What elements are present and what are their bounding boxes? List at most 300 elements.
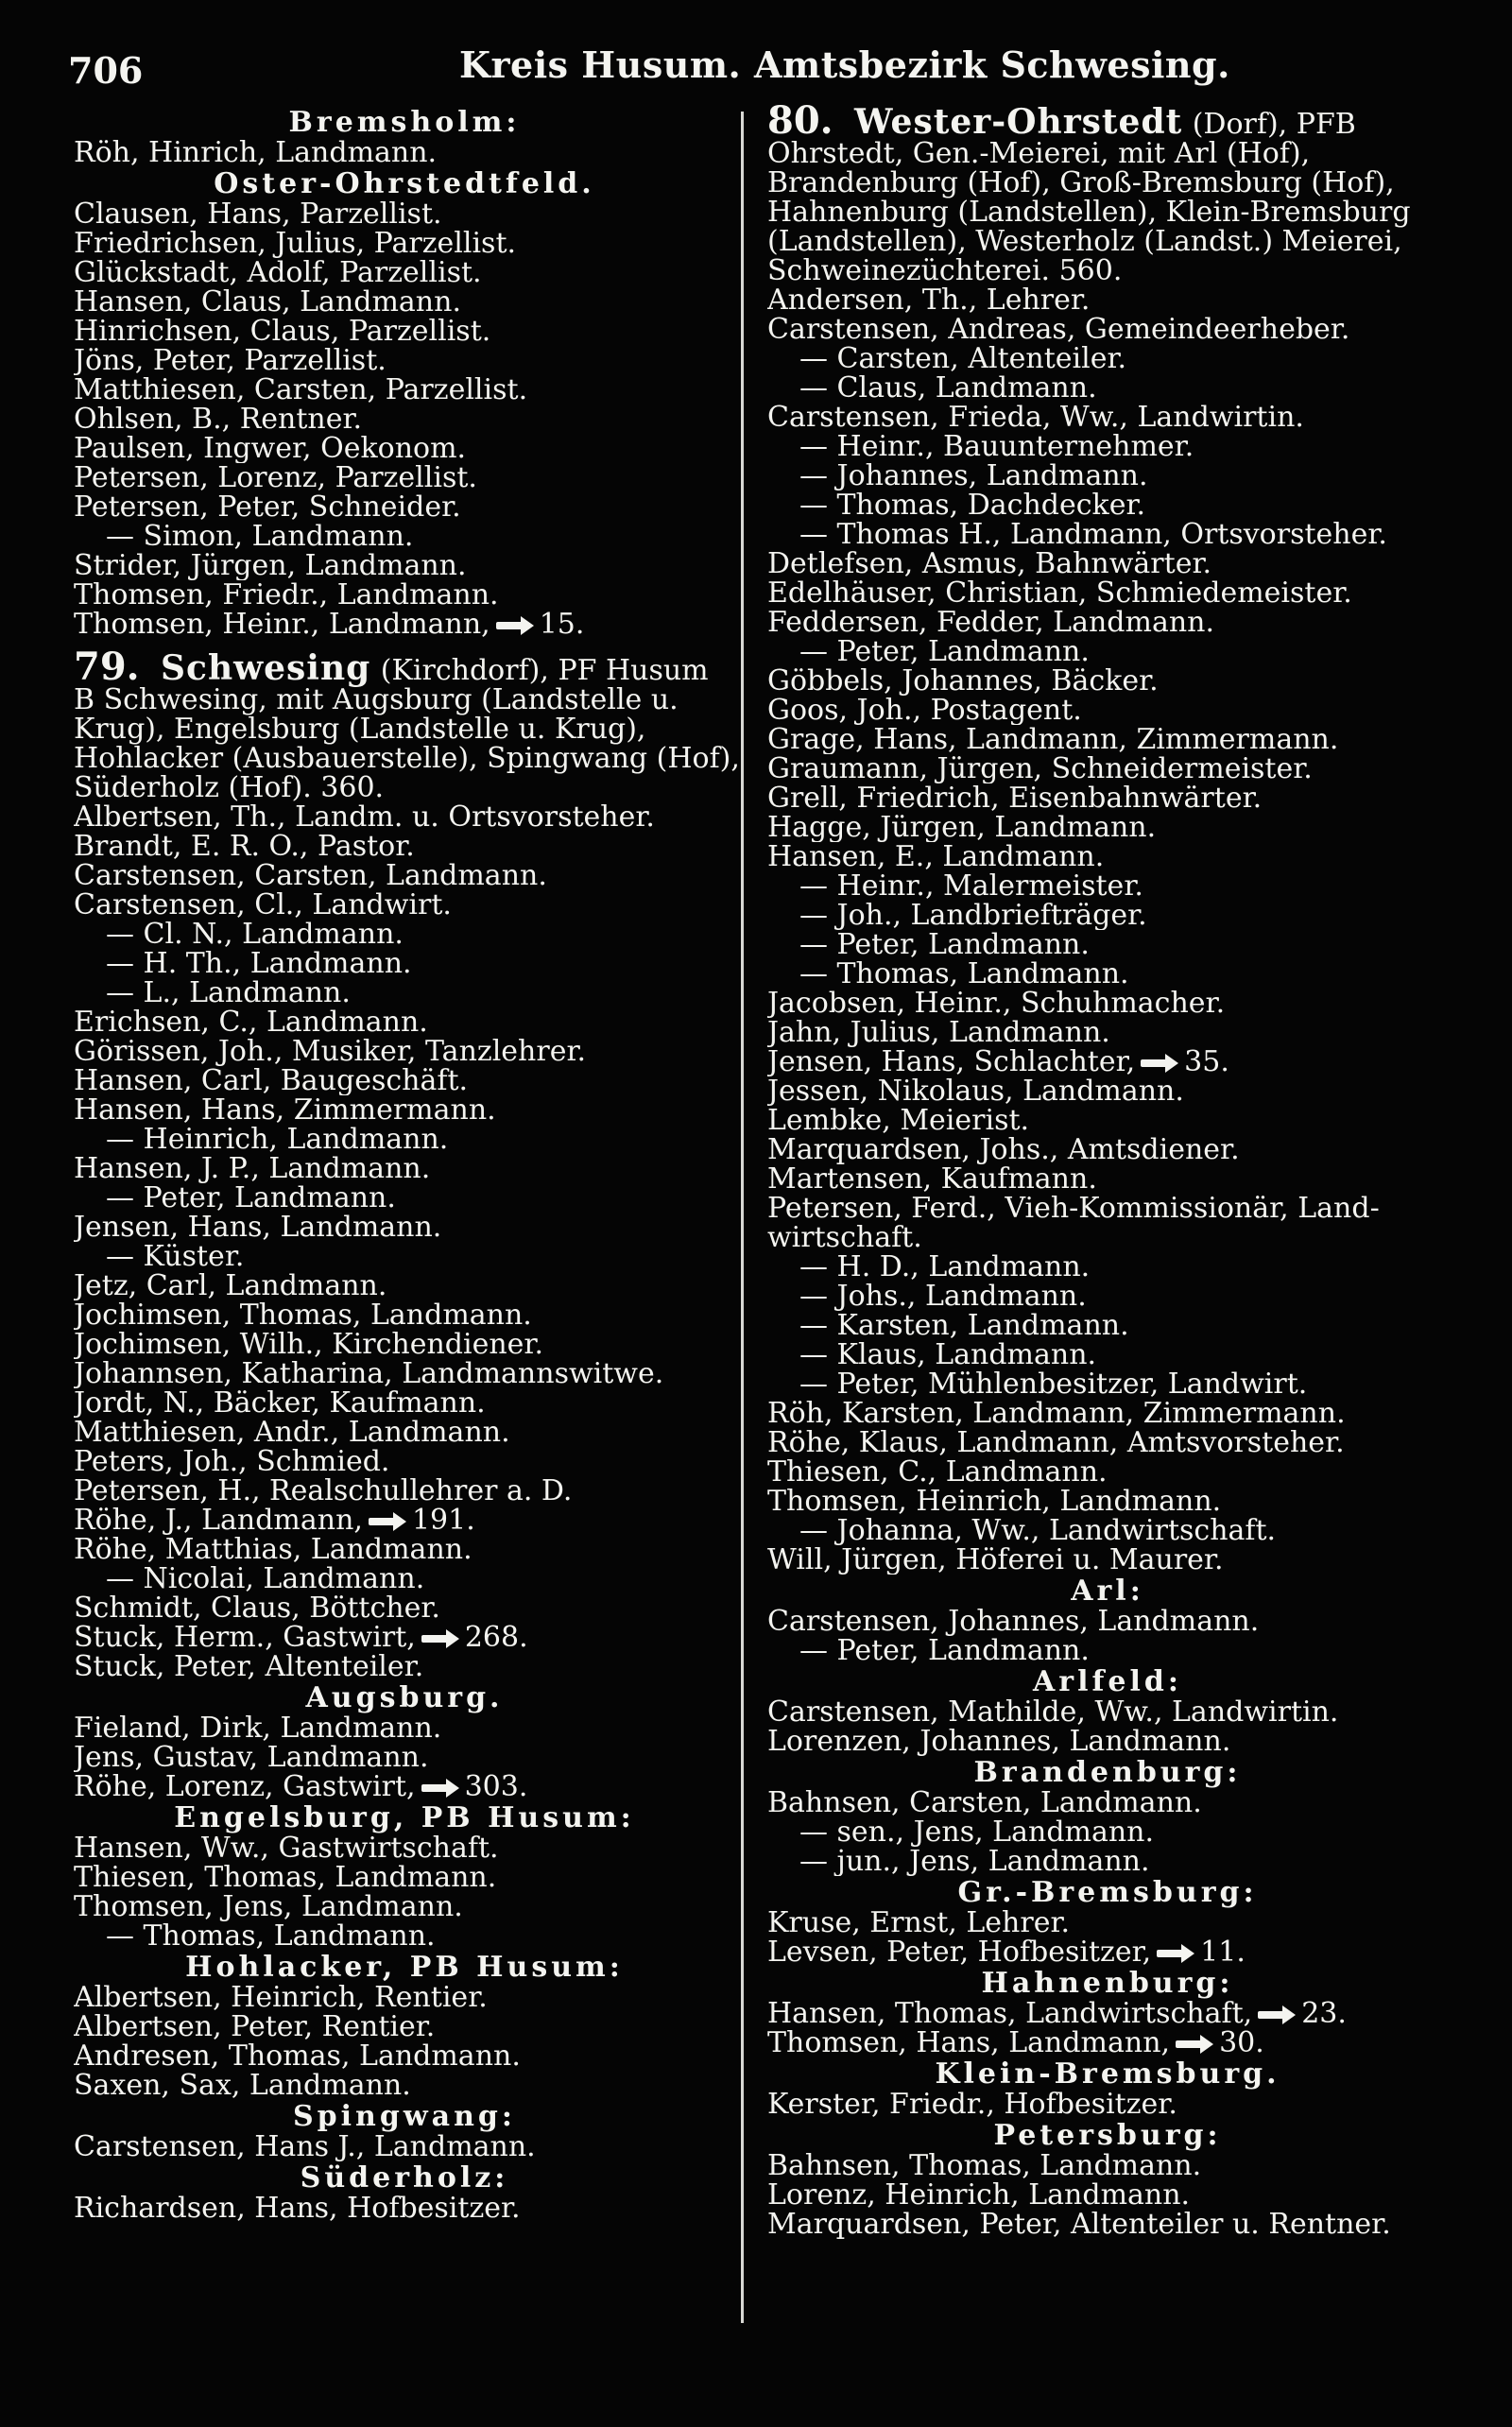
entry-text: Jetz, Carl, Landmann. xyxy=(74,1271,387,1300)
entry-text: Hansen, E., Landmann. xyxy=(767,842,1105,871)
directory-entry xyxy=(74,802,735,832)
directory-entry xyxy=(74,287,735,317)
entry-text: Brandt, E. R. O., Pastor. xyxy=(74,832,415,861)
directory-entry xyxy=(767,1545,1448,1575)
reference-number: 30. xyxy=(1219,2028,1264,2057)
entry-text: Richardsen, Hans, Hofbesitzer. xyxy=(74,2194,521,2223)
entry-text: Thomsen, Hans, Landmann, xyxy=(767,2028,1171,2057)
directory-entry xyxy=(74,1300,735,1330)
directory-entry xyxy=(767,1311,1448,1340)
directory-entry xyxy=(74,2012,735,2041)
directory-entry xyxy=(767,1999,1448,2028)
directory-entry xyxy=(74,1271,735,1300)
reference-number: 191. xyxy=(411,1506,475,1535)
entry-text: Hagge, Jürgen, Landmann. xyxy=(767,813,1157,842)
directory-entry xyxy=(767,608,1448,637)
entry-text: — Klaus, Landmann. xyxy=(799,1340,1097,1369)
reference-number: 268. xyxy=(464,1623,528,1652)
entry-text: Grage, Hans, Landmann, Zimmermann. xyxy=(767,725,1339,754)
entry-text: Ohlsen, B., Rentner. xyxy=(74,404,363,434)
entry-text: Klein-Bremsburg. xyxy=(935,2057,1280,2091)
directory-entry xyxy=(74,1743,735,1772)
entry-text: Erichsen, C., Landmann. xyxy=(74,1007,428,1037)
directory-entry xyxy=(767,491,1448,520)
pointing-hand-icon xyxy=(1176,2038,1213,2051)
directory-entry xyxy=(74,1242,735,1271)
entry-text: Augsburg. xyxy=(305,1681,504,1714)
entry-text: Brandenburg: xyxy=(973,1756,1242,1789)
entry-text: — Johs., Landmann. xyxy=(799,1282,1087,1311)
entry-text: Hansen, Hans, Zimmermann. xyxy=(74,1095,496,1125)
directory-entry xyxy=(74,861,735,890)
place-heading xyxy=(767,2059,1448,2089)
entry-text: Petersen, Peter, Schneider. xyxy=(74,492,461,522)
entry-text: Fieland, Dirk, Landmann. xyxy=(74,1713,442,1743)
entry-text: — Thomas H., Landmann, Ortsvorsteher. xyxy=(799,520,1387,549)
entry-text: Carstensen, Johannes, Landmann. xyxy=(767,1607,1260,1636)
directory-entry xyxy=(767,1908,1448,1937)
entry-text: — Heinr., Malermeister. xyxy=(799,871,1143,901)
directory-entry xyxy=(767,2210,1448,2239)
directory-entry xyxy=(767,344,1448,373)
entry-text: Stuck, Herm., Gastwirt, xyxy=(74,1623,416,1652)
directory-entry xyxy=(74,832,735,861)
district-80-heading xyxy=(767,98,1448,143)
column-divider xyxy=(741,112,744,2323)
directory-entry xyxy=(74,434,735,463)
entry-text: Jacobsen, Heinr., Schuhmacher. xyxy=(767,989,1226,1018)
entry-text: Kruse, Ernst, Lehrer. xyxy=(767,1908,1071,1937)
reference-number: 303. xyxy=(464,1772,528,1801)
directory-entry xyxy=(74,1623,735,1652)
directory-entry xyxy=(767,1018,1448,1047)
directory-entry xyxy=(74,949,735,978)
directory-entry xyxy=(767,842,1448,871)
directory-entry xyxy=(74,199,735,229)
directory-entry xyxy=(767,901,1448,930)
entry-text: Graumann, Jürgen, Schneidermeister. xyxy=(767,754,1313,783)
directory-entry xyxy=(767,403,1448,432)
entry-text: Hansen, J. P., Landmann. xyxy=(74,1154,431,1183)
left-intro xyxy=(74,108,735,639)
entry-text: Oster-Ohrstedtfeld. xyxy=(214,167,595,200)
entry-text: Carstensen, Mathilde, Ww., Landwirtin. xyxy=(767,1697,1339,1727)
entry-text: Matthiesen, Andr., Landmann. xyxy=(74,1418,510,1447)
entry-text: Hansen, Thomas, Landwirtschaft, xyxy=(767,1999,1253,2028)
reference-number: 23. xyxy=(1301,1999,1347,2028)
directory-entry xyxy=(767,1457,1448,1487)
directory-entry xyxy=(767,578,1448,608)
reference-number: 11. xyxy=(1200,1937,1246,1967)
directory-entry xyxy=(767,666,1448,696)
entry-text: Görissen, Joh., Musiker, Tanzlehrer. xyxy=(74,1037,587,1066)
entry-text: Jahn, Julius, Landmann. xyxy=(767,1018,1110,1047)
entry-text: Jochimsen, Wilh., Kirchendiener. xyxy=(74,1330,543,1359)
entry-text: Andersen, Th., Lehrer. xyxy=(767,285,1091,315)
district-number: 79. xyxy=(74,645,140,689)
pointing-hand-icon xyxy=(421,1782,459,1795)
entry-text: Bremsholm: xyxy=(288,106,521,139)
entry-text: Martensen, Kaufmann. xyxy=(767,1164,1097,1194)
entry-text: Marquardsen, Peter, Altenteiler u. Rentner. xyxy=(767,2210,1391,2239)
entry-text: Thiesen, Thomas, Landmann. xyxy=(74,1863,497,1892)
entry-text: Lorenzen, Johannes, Landmann. xyxy=(767,1727,1231,1756)
entry-text: — Carsten, Altenteiler. xyxy=(799,344,1127,373)
entry-text: Carstensen, Cl., Landwirt. xyxy=(74,890,452,920)
directory-entry xyxy=(74,317,735,346)
directory-entry xyxy=(74,229,735,258)
directory-entry xyxy=(767,754,1448,783)
directory-entry xyxy=(767,1106,1448,1135)
entry-text: — Peter, Landmann. xyxy=(799,637,1090,666)
directory-entry xyxy=(74,1095,735,1125)
directory-entry xyxy=(767,1516,1448,1545)
entry-text: Albertsen, Th., Landm. u. Ortsvorsteher. xyxy=(74,802,655,832)
directory-entry xyxy=(74,920,735,949)
directory-entry xyxy=(767,783,1448,813)
directory-entry xyxy=(74,1652,735,1681)
directory-entry xyxy=(767,315,1448,344)
entry-text: Detlefsen, Asmus, Bahnwärter. xyxy=(767,549,1212,578)
directory-entry xyxy=(767,1194,1448,1223)
directory-entry xyxy=(767,1047,1448,1076)
entry-text: Petersen, Ferd., Vieh-Kommissionär, Land- xyxy=(767,1194,1380,1223)
directory-entry xyxy=(74,492,735,522)
place-heading xyxy=(74,1683,735,1713)
directory-entry xyxy=(767,1135,1448,1164)
directory-entry xyxy=(767,1817,1448,1847)
entry-text: Röhe, Lorenz, Gastwirt, xyxy=(74,1772,416,1801)
left-entries xyxy=(74,802,735,2223)
entry-text: Feddersen, Fedder, Landmann. xyxy=(767,608,1215,637)
pointing-hand-icon xyxy=(1258,2008,1296,2022)
directory-entry xyxy=(767,1399,1448,1428)
entry-text: Thiesen, C., Landmann. xyxy=(767,1457,1108,1487)
directory-entry xyxy=(74,610,735,639)
directory-entry xyxy=(767,1937,1448,1967)
entry-text: Röhe, Klaus, Landmann, Amtsvorsteher. xyxy=(767,1428,1345,1457)
directory-entry xyxy=(767,696,1448,725)
directory-entry xyxy=(74,463,735,492)
directory-entry xyxy=(74,1476,735,1506)
entry-text: Spingwang: xyxy=(293,2100,516,2133)
entry-text: Carstensen, Frieda, Ww., Landwirtin. xyxy=(767,403,1304,432)
entry-text: — Thomas, Dachdecker. xyxy=(799,491,1146,520)
directory-entry xyxy=(74,1833,735,1863)
entry-text: Röh, Karsten, Landmann, Zimmermann. xyxy=(767,1399,1346,1428)
right-entries xyxy=(767,285,1448,2239)
entry-text: Jessen, Nikolaus, Landmann. xyxy=(767,1076,1184,1106)
district-name: Schwesing xyxy=(161,648,371,688)
entry-text: Göbbels, Johannes, Bäcker. xyxy=(767,666,1159,696)
entry-text: Hansen, Claus, Landmann. xyxy=(74,287,461,317)
entry-text: Jöns, Peter, Parzellist. xyxy=(74,346,387,375)
directory-entry xyxy=(74,375,735,404)
directory-entry xyxy=(74,978,735,1007)
entry-text: Jordt, N., Bäcker, Kaufmann. xyxy=(74,1388,486,1418)
entry-text: Albertsen, Peter, Rentier. xyxy=(74,2012,436,2041)
entry-text: Lorenz, Heinrich, Landmann. xyxy=(767,2180,1191,2210)
pointing-hand-icon xyxy=(421,1632,459,1645)
entry-text: Carstensen, Carsten, Landmann. xyxy=(74,861,547,890)
place-heading xyxy=(74,2102,735,2131)
directory-entry xyxy=(767,432,1448,461)
entry-text: — Heinr., Bauunternehmer. xyxy=(799,432,1194,461)
directory-entry xyxy=(74,138,735,167)
directory-entry xyxy=(74,1921,735,1951)
directory-entry xyxy=(767,2028,1448,2057)
entry-text: Hinrichsen, Claus, Parzellist. xyxy=(74,317,491,346)
directory-entry xyxy=(74,1037,735,1066)
directory-entry xyxy=(767,989,1448,1018)
directory-entry xyxy=(74,2194,735,2223)
entry-text: Engelsburg, PB Husum: xyxy=(174,1801,635,1834)
entry-text: — Heinrich, Landmann. xyxy=(106,1125,449,1154)
directory-entry xyxy=(767,1369,1448,1399)
entry-text: Schmidt, Claus, Böttcher. xyxy=(74,1593,440,1623)
directory-entry xyxy=(767,549,1448,578)
entry-text: — Peter, Mühlenbesitzer, Landwirt. xyxy=(799,1369,1308,1399)
entry-text: Grell, Friedrich, Eisenbahnwärter. xyxy=(767,783,1263,813)
district-desc-line: Hahnenburg (Landstellen), Klein-Bremsburg xyxy=(767,196,1411,229)
place-heading xyxy=(767,2121,1448,2150)
entry-text: Thomsen, Heinr., Landmann, xyxy=(74,610,490,639)
directory-entry xyxy=(74,1713,735,1743)
directory-entry xyxy=(767,285,1448,315)
entry-text: Friedrichsen, Julius, Parzellist. xyxy=(74,229,517,258)
directory-entry xyxy=(74,1863,735,1892)
entry-text: Kerster, Friedr., Hofbesitzer. xyxy=(767,2090,1177,2119)
entry-text: Saxen, Sax, Landmann. xyxy=(74,2071,411,2100)
directory-entry xyxy=(767,1340,1448,1369)
entry-text: — Cl. N., Landmann. xyxy=(106,920,404,949)
directory-entry xyxy=(74,1388,735,1418)
directory-entry xyxy=(767,637,1448,666)
district-desc-line: Süderholz (Hof). 360. xyxy=(74,771,385,804)
directory-entry xyxy=(74,1418,735,1447)
directory-entry xyxy=(74,1330,735,1359)
entry-text: Hohlacker, PB Husum: xyxy=(185,1951,624,1984)
district-desc-line: Brandenburg (Hof), Groß-Bremsburg (Hof), xyxy=(767,166,1395,199)
entry-text: Thomsen, Jens, Landmann. xyxy=(74,1892,463,1921)
directory-entry xyxy=(767,461,1448,491)
entry-text: Levsen, Peter, Hofbesitzer, xyxy=(767,1937,1152,1967)
entry-text: Jens, Gustav, Landmann. xyxy=(74,1743,429,1772)
entry-text: Petersen, H., Realschullehrer a. D. xyxy=(74,1476,573,1506)
directory-entry xyxy=(74,346,735,375)
directory-entry xyxy=(74,404,735,434)
entry-text: — Nicolai, Landmann. xyxy=(106,1564,425,1593)
directory-entry xyxy=(74,2071,735,2100)
directory-entry xyxy=(767,373,1448,403)
directory-entry xyxy=(767,2090,1448,2119)
entry-text: — Thomas, Landmann. xyxy=(799,959,1129,989)
entry-text: Andresen, Thomas, Landmann. xyxy=(74,2041,521,2071)
directory-entry xyxy=(767,2180,1448,2210)
directory-entry xyxy=(74,1154,735,1183)
entry-text: — L., Landmann. xyxy=(106,978,351,1007)
entry-text: Johannsen, Katharina, Landmannswitwe. xyxy=(74,1359,664,1388)
entry-text: Petersen, Lorenz, Parzellist. xyxy=(74,463,477,492)
entry-text: Bahnsen, Thomas, Landmann. xyxy=(767,2151,1202,2180)
right-column xyxy=(767,98,1448,2239)
place-heading xyxy=(767,1576,1448,1606)
directory-entry xyxy=(74,1772,735,1801)
entry-text: Goos, Joh., Postagent. xyxy=(767,696,1082,725)
entry-text: Albertsen, Heinrich, Rentier. xyxy=(74,1983,488,2012)
reference-number: 35. xyxy=(1184,1047,1229,1076)
pointing-hand-icon xyxy=(1157,1947,1194,1960)
entry-text: Carstensen, Hans J., Landmann. xyxy=(74,2132,536,2161)
place-heading xyxy=(74,2163,735,2193)
directory-entry xyxy=(74,1183,735,1213)
directory-entry xyxy=(74,2132,735,2161)
entry-text: — jun., Jens, Landmann. xyxy=(799,1847,1150,1876)
district-desc-line: Krug), Engelsburg (Landstelle u. Krug), xyxy=(74,713,646,746)
district-79-heading xyxy=(74,645,735,689)
pointing-hand-icon xyxy=(369,1515,406,1528)
place-heading xyxy=(767,1667,1448,1696)
place-heading xyxy=(74,1803,735,1833)
entry-text: Stuck, Peter, Altenteiler. xyxy=(74,1652,424,1681)
district-desc-first: (Kirchdorf), PF Husum xyxy=(380,654,709,687)
district-name: Wester-Ohrstedt xyxy=(854,102,1183,142)
entry-text: Matthiesen, Carsten, Parzellist. xyxy=(74,375,528,404)
entry-text: Peters, Joh., Schmied. xyxy=(74,1447,390,1476)
directory-entry xyxy=(74,1125,735,1154)
directory-entry xyxy=(767,1847,1448,1876)
entry-text: Marquardsen, Johs., Amtsdiener. xyxy=(767,1135,1240,1164)
directory-entry xyxy=(767,1223,1448,1252)
directory-entry xyxy=(767,959,1448,989)
place-heading xyxy=(74,108,735,137)
directory-entry xyxy=(74,1535,735,1564)
entry-text: Will, Jürgen, Höferei u. Maurer. xyxy=(767,1545,1224,1575)
district-desc-line: Ohrstedt, Gen.-Meierei, mit Arl (Hof), xyxy=(767,137,1311,170)
directory-entry xyxy=(74,2041,735,2071)
directory-entry xyxy=(74,1892,735,1921)
entry-text: — Claus, Landmann. xyxy=(799,373,1097,403)
entry-text: Gr.-Bremsburg: xyxy=(957,1876,1258,1909)
directory-entry xyxy=(767,1487,1448,1516)
entry-text: Jensen, Hans, Landmann. xyxy=(74,1213,442,1242)
directory-entry xyxy=(74,1213,735,1242)
directory-entry xyxy=(74,1007,735,1037)
directory-entry xyxy=(74,1066,735,1095)
directory-entry xyxy=(767,1076,1448,1106)
left-column xyxy=(74,106,740,2223)
entry-text: Thomsen, Heinrich, Landmann. xyxy=(767,1487,1222,1516)
directory-entry xyxy=(74,1359,735,1388)
entry-text: Clausen, Hans, Parzellist. xyxy=(74,199,442,229)
directory-entry xyxy=(74,890,735,920)
place-heading xyxy=(767,1969,1448,1998)
entry-text: Glückstadt, Adolf, Parzellist. xyxy=(74,258,482,287)
district-desc-line: (Landstellen), Westerholz (Landst.) Meierei, xyxy=(767,225,1402,258)
entry-text: wirtschaft. xyxy=(767,1223,922,1252)
entry-text: Süderholz: xyxy=(300,2161,509,2195)
entry-text: Thomsen, Friedr., Landmann. xyxy=(74,580,499,610)
district-desc-first: (Dorf), PFB xyxy=(1192,108,1356,141)
directory-entry xyxy=(74,1564,735,1593)
directory-entry xyxy=(767,813,1448,842)
entry-text: — Peter, Landmann. xyxy=(799,1636,1090,1665)
district-desc-line: Schweinezüchterei. 560. xyxy=(767,254,1123,287)
entry-text: — Johanna, Ww., Landwirtschaft. xyxy=(799,1516,1277,1545)
district-number: 80. xyxy=(767,98,833,143)
entry-text: — Peter, Landmann. xyxy=(106,1183,396,1213)
entry-text: Lembke, Meierist. xyxy=(767,1106,1030,1135)
directory-entry xyxy=(74,1983,735,2012)
entry-text: — Johannes, Landmann. xyxy=(799,461,1148,491)
directory-entry xyxy=(74,1593,735,1623)
directory-entry xyxy=(767,1697,1448,1727)
entry-text: Röhe, Matthias, Landmann. xyxy=(74,1535,472,1564)
directory-entry xyxy=(767,1252,1448,1282)
directory-entry xyxy=(767,725,1448,754)
entry-text: Arlfeld: xyxy=(1033,1665,1182,1698)
directory-entry xyxy=(767,871,1448,901)
running-head: Kreis Husum. Amtsbezirk Schwesing. xyxy=(459,43,1230,86)
entry-text: Arl: xyxy=(1071,1575,1144,1608)
entry-text: Carstensen, Andreas, Gemeindeerheber. xyxy=(767,315,1350,344)
entry-text: — Simon, Landmann. xyxy=(106,522,414,551)
entry-text: Strider, Jürgen, Landmann. xyxy=(74,551,467,580)
entry-text: — H. D., Landmann. xyxy=(799,1252,1091,1282)
entry-text: Hansen, Ww., Gastwirtschaft. xyxy=(74,1833,499,1863)
directory-entry xyxy=(74,1506,735,1535)
directory-entry xyxy=(767,1164,1448,1194)
entry-text: Bahnsen, Carsten, Landmann. xyxy=(767,1788,1202,1817)
place-heading xyxy=(767,1878,1448,1907)
page-number: 706 xyxy=(68,49,144,92)
pointing-hand-icon xyxy=(1141,1057,1178,1070)
pointing-hand-icon xyxy=(496,619,534,632)
directory-entry xyxy=(767,930,1448,959)
entry-text: — Thomas, Landmann. xyxy=(106,1921,436,1951)
directory-entry xyxy=(74,258,735,287)
entry-text: Edelhäuser, Christian, Schmiedemeister. xyxy=(767,578,1352,608)
directory-entry xyxy=(767,1607,1448,1636)
directory-entry xyxy=(74,580,735,610)
reference-number: 15. xyxy=(539,610,585,639)
entry-text: Jensen, Hans, Schlachter, xyxy=(767,1047,1136,1076)
entry-text: Paulsen, Ingwer, Oekonom. xyxy=(74,434,467,463)
directory-entry xyxy=(767,1727,1448,1756)
directory-entry xyxy=(767,520,1448,549)
entry-text: — sen., Jens, Landmann. xyxy=(799,1817,1155,1847)
entry-text: Jochimsen, Thomas, Landmann. xyxy=(74,1300,532,1330)
entry-text: — Karsten, Landmann. xyxy=(799,1311,1129,1340)
directory-entry xyxy=(74,1447,735,1476)
entry-text: — Küster. xyxy=(106,1242,245,1271)
entry-text: Röh, Hinrich, Landmann. xyxy=(74,138,438,167)
directory-entry xyxy=(74,551,735,580)
directory-entry xyxy=(767,1636,1448,1665)
entry-text: Petersburg: xyxy=(993,2119,1222,2152)
place-heading xyxy=(74,169,735,198)
directory-entry xyxy=(767,1788,1448,1817)
entry-text: — H. Th., Landmann. xyxy=(106,949,412,978)
entry-text: — Joh., Landbriefträger. xyxy=(799,901,1147,930)
entry-text: — Peter, Landmann. xyxy=(799,930,1090,959)
entry-text: Hahnenburg: xyxy=(981,1967,1234,2000)
directory-entry xyxy=(767,1428,1448,1457)
directory-entry xyxy=(767,2151,1448,2180)
district-desc-line: B Schwesing, mit Augsburg (Landstelle u. xyxy=(74,683,679,716)
district-desc-line: Hohlacker (Ausbauerstelle), Spingwang (Hof), xyxy=(74,742,740,775)
place-heading xyxy=(74,1953,735,1982)
